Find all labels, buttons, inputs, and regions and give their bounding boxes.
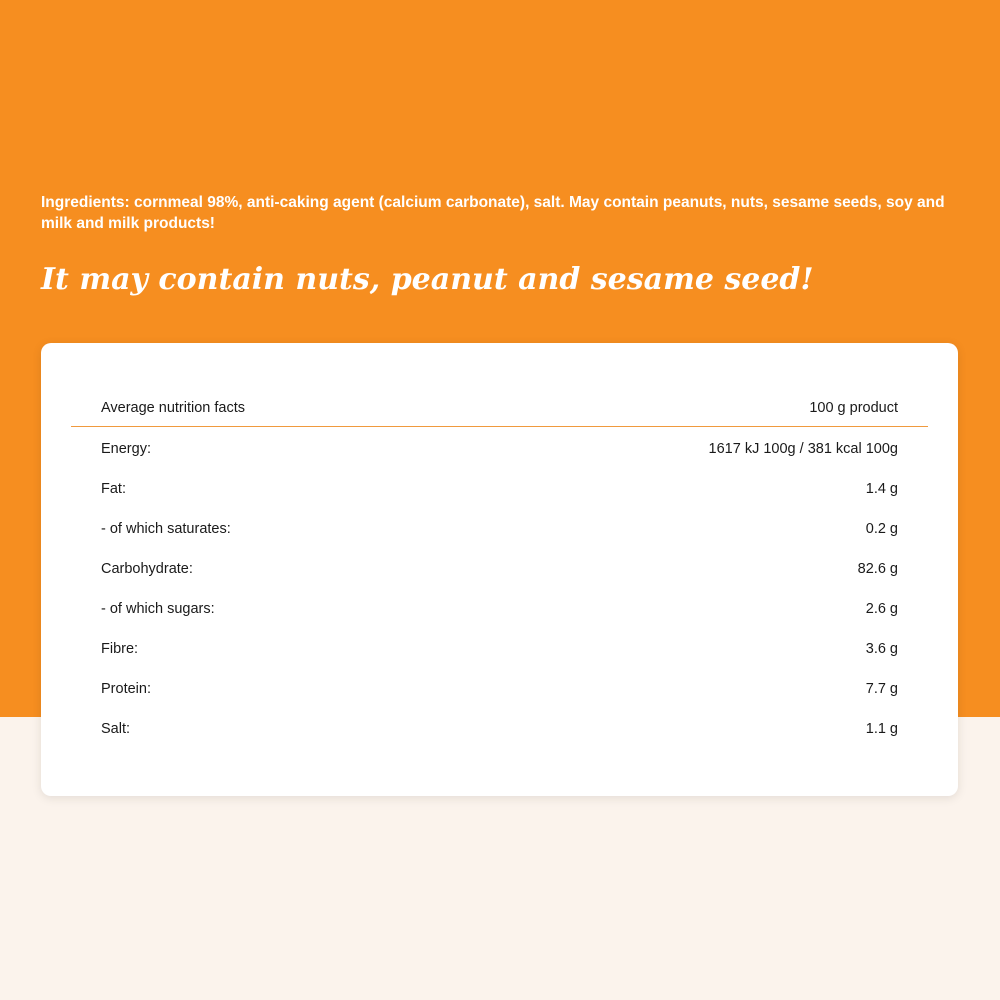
header-label: Average nutrition facts: [101, 399, 246, 416]
row-value-protein: 7.7 g: [865, 681, 898, 697]
row-label-salt: Salt:: [101, 721, 131, 737]
table-row: [71, 589, 928, 629]
row-value-fat: 1.4 g: [865, 481, 898, 497]
row-label-fat: Fat:: [101, 481, 126, 497]
row-label-energy: Energy:: [101, 441, 151, 457]
ingredients-text: Ingredients: cornmeal 98%, anti-caking agent (calcium carbonate), salt. May contain peanuts, nuts, sesame seeds, soy and milk and milk products!: [41, 194, 945, 232]
table-row: [71, 509, 928, 549]
table-row: [71, 469, 928, 509]
row-value-saturates: 0.2 g: [865, 521, 898, 537]
nutrition-table: [71, 389, 928, 749]
nutrition-facts-card: [41, 343, 958, 796]
table-row: [71, 549, 928, 589]
row-value-energy: 1617 kJ 100g / 381 kcal 100g: [708, 441, 898, 457]
header-value: 100 g product: [809, 399, 898, 416]
nutrition-table-header: [71, 389, 928, 427]
row-label-saturates: - of which saturates:: [101, 521, 231, 537]
table-row: [71, 669, 928, 709]
row-label-protein: Protein:: [101, 681, 151, 697]
row-value-carbohydrate: 82.6 g: [857, 561, 898, 577]
row-label-sugars: - of which sugars:: [101, 601, 215, 617]
row-value-salt: 1.1 g: [865, 721, 898, 737]
row-label-fibre: Fibre:: [101, 641, 139, 657]
allergen-warning-heading: It may contain nuts, peanut and sesame seed!: [41, 262, 814, 297]
table-row: [71, 429, 928, 469]
row-value-sugars: 2.6 g: [865, 601, 898, 617]
table-row: [71, 629, 928, 669]
row-value-fibre: 3.6 g: [865, 641, 898, 657]
row-label-carbohydrate: Carbohydrate:: [101, 561, 193, 577]
table-row: [71, 709, 928, 749]
